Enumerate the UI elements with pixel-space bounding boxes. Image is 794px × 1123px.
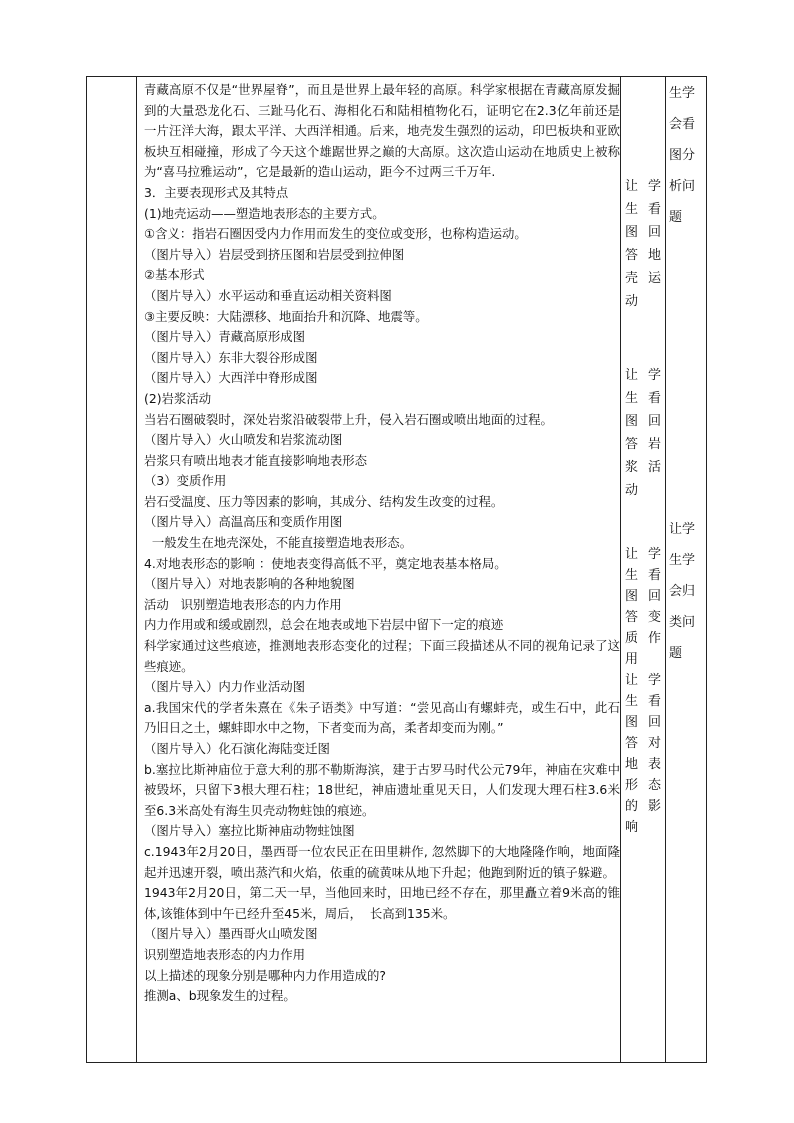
activity-text: 图回 — [625, 715, 672, 730]
content-line: （图片导入）墨西哥火山喷发图 — [144, 926, 318, 942]
intent-text: 会看 — [669, 117, 696, 132]
content-paragraph: 1943年2月20日，第二天一早，当他回来时，田地已经不存在，那里矗立着9米高的锥体,该锥体到中午已经升至45米，周后， 长高到135米。 — [144, 885, 620, 921]
activity-text: 用 — [625, 652, 649, 667]
activity-text: 让学 — [625, 547, 672, 562]
content-line: 3．主要表现形式及其特点 — [144, 184, 289, 200]
content-line: （图片导入）内力作业活动图 — [144, 679, 306, 695]
content-paragraph: a.我国宋代的学者朱熹在《朱子语类》中写道：“尝见高山有螺蚌壳，或生石中，此石乃旧日之土，螺蚌即水中之物，下者变而为高，柔者却变而为刚。” — [144, 699, 620, 736]
column-divider-1 — [136, 77, 137, 1062]
intent-text: 让学 — [669, 522, 696, 537]
content-line: ①含义：指岩石圈因受内力作用而发生的变位或变形，也称构造运动。 — [144, 226, 527, 242]
activity-text: 答地 — [625, 248, 672, 263]
content-line: 岩石受温度、压力等因素的影响，其成分、结构发生改变的过程。 — [144, 493, 504, 509]
activity-text: 浆活 — [625, 460, 672, 475]
activity-text: 让学 — [625, 673, 672, 688]
content-line: （图片导入）高温高压和变质作用图 — [144, 514, 343, 530]
content-line: 4.对地表形态的影响 ：使地表变得高低不平，奠定地表基本格局。 — [144, 555, 507, 571]
activity-text: 动 — [625, 483, 649, 498]
content-line: ③主要反映：大陆漂移、地面抬升和沉降、地震等。 — [144, 308, 428, 324]
activity-text: 质作 — [625, 631, 672, 646]
activity-text: 的影 — [625, 799, 672, 814]
content-line: 活动 识别塑造地表形态的内力作用 — [144, 596, 342, 612]
content-line: ②基本形式 — [144, 267, 205, 283]
content-line: （图片导入）火山喷发和岩浆流动图 — [144, 432, 343, 448]
content-line: （图片导入）大西洋中脊形成图 — [144, 370, 318, 386]
activity-text: 响 — [625, 820, 649, 835]
content-line: （3）变质作用 — [144, 473, 227, 489]
activity-text: 答岩 — [625, 437, 672, 452]
content-line: 以上描述的现象分别是哪种内力作用造成的? — [144, 967, 386, 983]
student-activity-metamorphism — [622, 544, 672, 670]
student-activity-magma — [622, 364, 672, 502]
student-activity-landform — [622, 670, 672, 838]
content-line: (2)岩浆活动 — [144, 390, 212, 406]
activity-text: 生看 — [625, 391, 672, 406]
column-divider-2 — [620, 77, 621, 1062]
intent-text: 题 — [669, 646, 683, 661]
activity-text: 让学 — [625, 179, 672, 194]
content-line: 岩浆只有喷出地表才能直接影响地表形态 — [144, 452, 368, 468]
activity-text: 图回 — [625, 414, 672, 429]
content-paragraph: 青藏高原不仅是“世界屋脊”，而且是世界上最年轻的高原。科学家根据在青藏高原发掘到的大量恐龙化石、三趾马化石、海相化石和陆相植物化石，证明它在2.3亿年前还是一片汪洋大海，跟太平洋、大西洋相通。后来，地壳发生强烈的运动，印巴板块和亚欧板块互相碰撞，形成了今天这个雄踞世界之巅的大高原。这次造山运动在地质史上被称为“喜马拉雅运动”，它是最新的造山运动，距今不过两三千万年. — [144, 82, 620, 180]
content-line: 推测a、b现象发生的过程。 — [144, 988, 296, 1004]
intent-text: 析问 — [669, 179, 696, 194]
lesson-table — [86, 76, 707, 1063]
activity-text: 生看 — [625, 202, 672, 217]
content-line: 内力作用或和缓或剧烈，总会在地表或地下岩层中留下一定的痕迹 — [144, 617, 504, 633]
teaching-content — [144, 80, 620, 1007]
activity-text: 让学 — [625, 368, 672, 383]
activity-text: 生看 — [625, 568, 672, 583]
content-line: （图片导入）青藏高原形成图 — [144, 329, 306, 345]
intent-text: 生学 — [669, 553, 696, 568]
content-paragraph: 科学家通过这些痕迹，推测地表形态变化的过程；下面三段描述从不同的视角记录了这些痕迹。 — [144, 638, 620, 674]
activity-text: 形态 — [625, 778, 672, 793]
design-intent-classify — [669, 514, 703, 669]
content-line: （图片导入）东非大裂谷形成图 — [144, 349, 318, 365]
student-activity-crust — [622, 175, 672, 313]
content-line: （图片导入）岩层受到挤压图和岩层受到拉伸图 — [144, 246, 405, 262]
intent-text: 类问 — [669, 615, 696, 630]
intent-text: 图分 — [669, 148, 696, 163]
content-paragraph: b.塞拉比斯神庙位于意大利的那不勒斯海滨，建于古罗马时代公元79年，神庙在灾难中被毁坏，只留下3根大理石柱；18世纪，神庙遗址重见天日，人们发现大理石柱3.6米至6.3米高处有海生贝壳动物蛀蚀的痕迹。 — [144, 761, 620, 818]
content-line: (1)地壳运动——塑造地表形态的主要方式。 — [144, 205, 385, 221]
content-line: （图片导入）水平运动和垂直运动相关资料图 — [144, 287, 392, 303]
content-line: （图片导入）化石演化海陆变迁图 — [144, 741, 330, 756]
intent-text: 会归 — [669, 584, 696, 599]
content-line: 识别塑造地表形态的内力作用 — [144, 946, 306, 962]
content-line: 一般发生在地壳深处，不能直接塑造地表形态。 — [144, 535, 413, 551]
content-line: （图片导入）对地表影响的各种地貌图 — [144, 576, 355, 592]
intent-text: 题 — [669, 210, 683, 225]
content-paragraph: c.1943年2月20日，墨西哥一位农民正在田里耕作, 忽然脚下的大地隆隆作响，地面隆起并迅速开裂，喷出蒸汽和火焰，依重的硫黄味从地下升起；他跑到附近的镇子躲避。 — [144, 843, 620, 880]
activity-text: 动 — [625, 294, 649, 309]
content-line: （图片导入）塞拉比斯神庙动物蛀蚀图 — [144, 823, 355, 839]
intent-text: 生学 — [669, 86, 696, 101]
design-intent-analyze — [669, 78, 703, 233]
activity-text: 壳运 — [625, 271, 672, 286]
activity-text: 答变 — [625, 610, 672, 625]
activity-text: 图回 — [625, 589, 672, 604]
activity-text: 生看 — [625, 694, 672, 709]
content-line: 当岩石圈破裂时，深处岩浆沿破裂带上升，侵入岩石圈或喷出地面的过程。 — [144, 411, 553, 427]
activity-text: 地表 — [625, 757, 672, 772]
activity-text: 图回 — [625, 225, 672, 240]
activity-text: 答对 — [625, 736, 672, 751]
